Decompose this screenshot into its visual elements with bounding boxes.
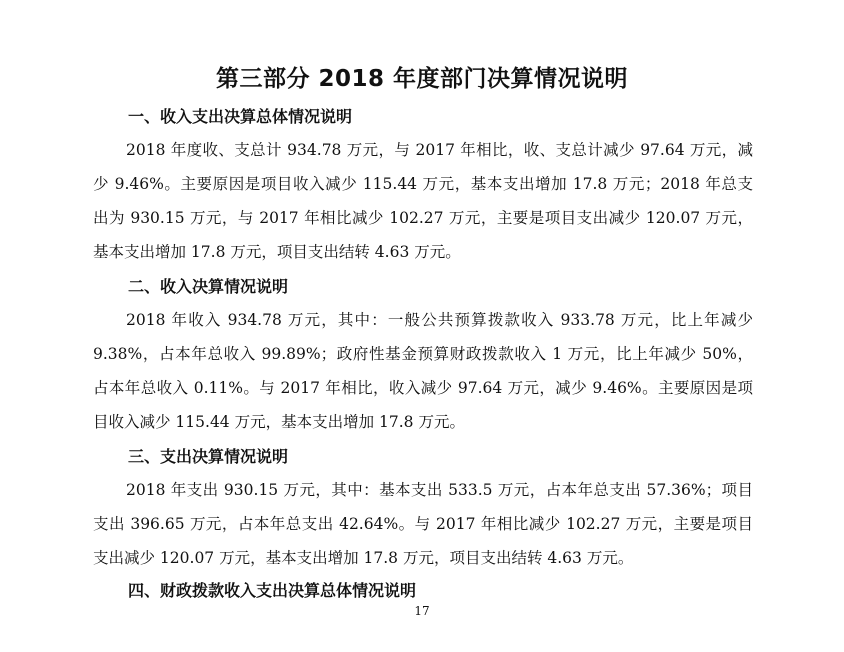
paragraph-line: 9.38%，占本年总收入 99.89%；政府性基金预算财政拨款收入 1 万元，比上年减少 50%， xyxy=(93,345,753,363)
section-heading-1: 一、收入支出决算总体情况说明 xyxy=(128,107,353,126)
section-heading-4: 四、财政拨款收入支出决算总体情况说明 xyxy=(128,581,417,600)
page-number: 17 xyxy=(414,604,430,618)
paragraph-line: 占本年总收入 0.11%。与 2017 年相比，收入减少 97.64 万元，减少 9.46%。主要原因是项 xyxy=(93,379,753,397)
paragraph-line: 2018 年支出 930.15 万元，其中：基本支出 533.5 万元，占本年总支出 57.36%；项目 xyxy=(126,481,753,499)
paragraph-line: 2018 年度收、支总计 934.78 万元，与 2017 年相比，收、支总计减少 97.64 万元，减 xyxy=(126,141,753,159)
section-heading-2: 二、收入决算情况说明 xyxy=(128,277,289,296)
paragraph-line: 出为 930.15 万元，与 2017 年相比减少 102.27 万元，主要是项目支出减少 120.07 万元， xyxy=(93,209,753,227)
paragraph-line: 目收入减少 115.44 万元，基本支出增加 17.8 万元。 xyxy=(93,413,465,431)
section-heading-3: 三、支出决算情况说明 xyxy=(128,447,289,466)
paragraph-line: 基本支出增加 17.8 万元，项目支出结转 4.63 万元。 xyxy=(93,243,461,261)
paragraph-line: 少 9.46%。主要原因是项目收入减少 115.44 万元，基本支出增加 17.8 万元；2018 年总支 xyxy=(93,175,753,193)
paragraph-line: 支出 396.65 万元，占本年总支出 42.64%。与 2017 年相比减少 102.27 万元，主要是项目 xyxy=(93,515,753,533)
page-title: 第三部分 2018 年度部门决算情况说明 xyxy=(215,66,629,92)
paragraph-line: 支出减少 120.07 万元，基本支出增加 17.8 万元，项目支出结转 4.63 万元。 xyxy=(93,549,634,567)
paragraph-line: 2018 年收入 934.78 万元，其中：一般公共预算拨款收入 933.78 万元，比上年减少 xyxy=(126,311,753,329)
